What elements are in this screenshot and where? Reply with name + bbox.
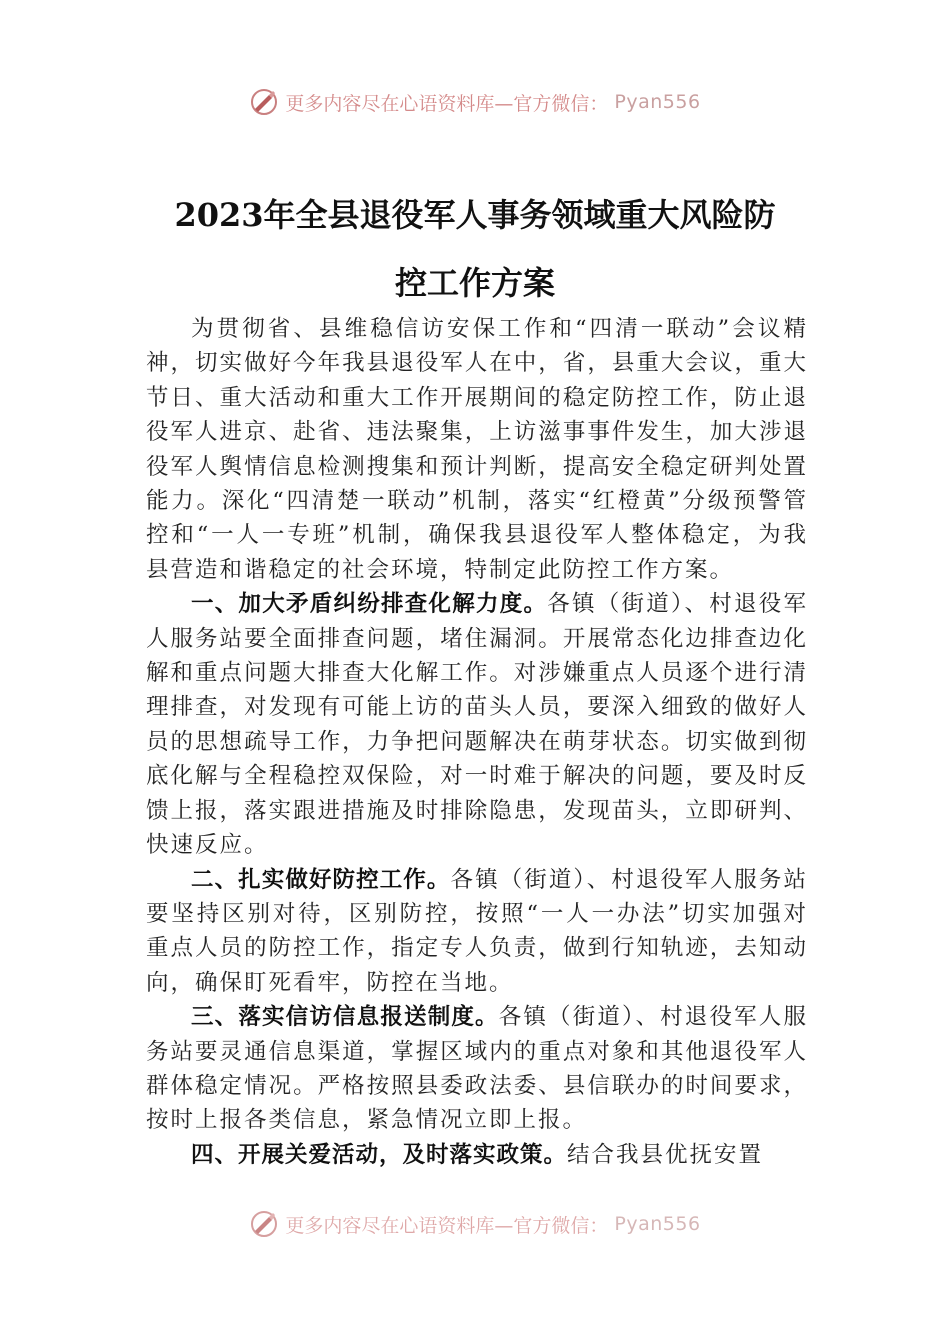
section-2-text: 各镇（街道）、村退役军人服务站要坚持区别对待，区别防控，按照“一人一办法”切实加强对重点人员的防控工作，指定专人负责，做到行知轨迹，去知动向，确保盯死看牢，防控在当地。 (146, 866, 808, 996)
section-2-paragraph (146, 863, 808, 1001)
document-title-line-2: 控工作方案 (394, 264, 555, 302)
watermark-wechat-id: Pyan556 (614, 1213, 701, 1235)
watermark-text: 更多内容尽在心语资料库—官方微信： (285, 1214, 609, 1237)
watermark-footer (0, 1208, 950, 1240)
intro-paragraph: 为贯彻省、县维稳信访安保工作和“四清一联动”会议精神，切实做好今年我县退役军人在中，省，县重大会议，重大节日、重大活动和重大工作开展期间的稳定防控工作，防止退役军人进京、赴省、违法聚集，上访滋事事件发生，加大涉退役军人舆情信息检测搜集和预计判断，提高安全稳定研判处置能力。深化“四清楚一联动”机制，落实“红橙黄”分级预警管控和“一人一专班”机制，确保我县退役军人整体稳定，为我县营造和谐稳定的社会环境，特制定此防控工作方案。 (146, 316, 808, 583)
section-1-text: 各镇（街道）、村退役军人服务站要全面排查问题，堵住漏洞。开展常态化边排查边化解和重点问题大排查大化解工作。对涉嫌重点人员逐个进行清理排查，对发现有可能上访的苗头人员，要深入细致的做好人员的思想疏导工作，力争把问题解决在萌芽状态。切实做到彻底化解与全程稳控双保险，对一时难于解决的问题，要及时反馈上报，落实跟进措施及时排除隐患，发现苗头，立即研判、快速反应。 (146, 591, 808, 859)
section-2-heading: 二、扎实做好防控工作。 (191, 866, 451, 893)
document-title-line-1: 2023年全县退役军人事务领域重大风险防 (174, 196, 776, 234)
section-3-text: 各镇（街道）、村退役军人服务站要灵通信息渠道，掌握区域内的重点对象和其他退役军人群体稳定情况。严格按照县委政法委、县信联办的时间要求，按时上报各类信息，紧急情况立即上报。 (146, 1004, 808, 1134)
section-4-heading: 四、开展关爱活动，及时落实政策。 (191, 1141, 568, 1168)
document-body (146, 312, 808, 1172)
section-3-paragraph (146, 1000, 808, 1138)
section-4-paragraph (146, 1138, 808, 1172)
watermark-wechat-id: Pyan556 (614, 91, 701, 113)
watermark-header (0, 86, 950, 118)
pen-seal-icon (249, 87, 279, 117)
pen-seal-icon (249, 1209, 279, 1239)
section-1-paragraph (146, 587, 808, 862)
watermark-text: 更多内容尽在心语资料库—官方微信： (285, 92, 609, 115)
section-3-heading: 三、落实信访信息报送制度。 (191, 1004, 499, 1031)
section-1-heading: 一、加大矛盾纠纷排查化解力度。 (191, 591, 548, 618)
section-4-text: 结合我县优抚安置 (567, 1141, 764, 1168)
